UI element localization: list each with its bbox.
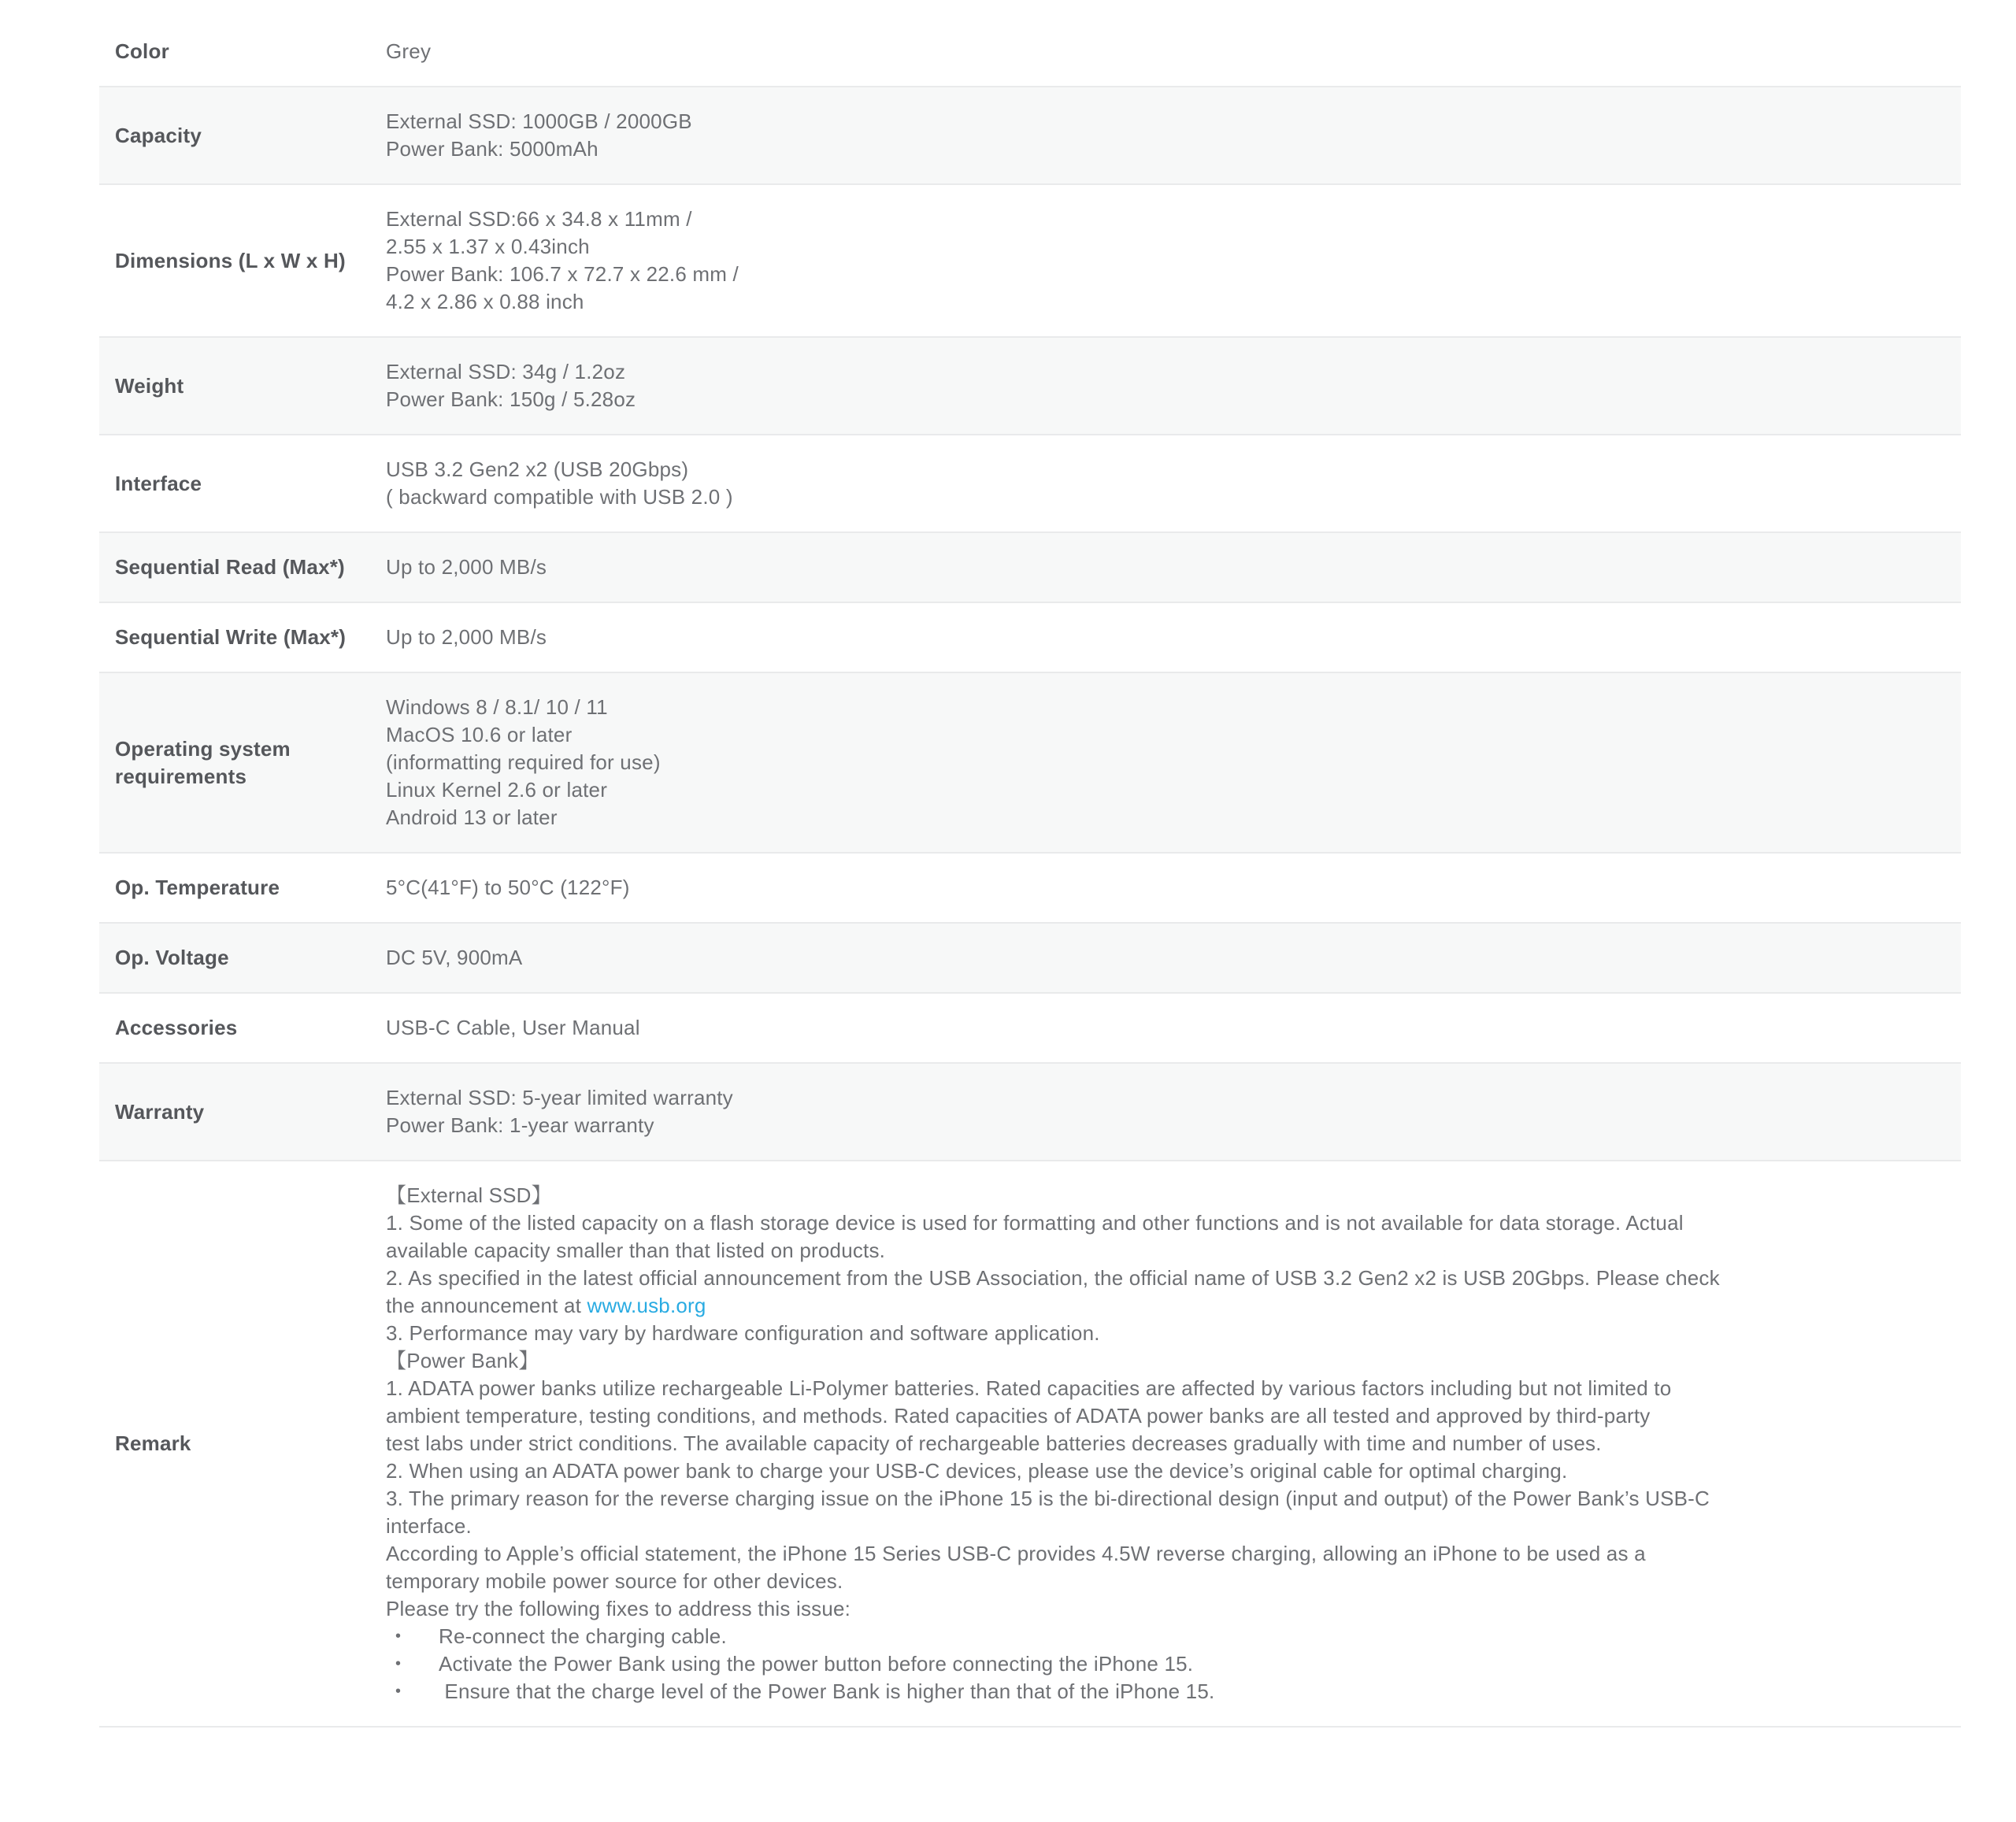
value-line: 2.55 x 1.37 x 0.43inch <box>386 235 590 258</box>
bullet-icon: • <box>395 1683 402 1700</box>
spec-value <box>386 694 1961 831</box>
spec-label: Capacity <box>115 123 202 147</box>
value-line: Please try the following fixes to address this issue: <box>386 1597 851 1620</box>
value-line: Grey <box>386 39 432 63</box>
value-line: MacOS 10.6 or later <box>386 723 573 746</box>
value-line: External SSD: 5-year limited warranty <box>386 1086 733 1109</box>
spec-row <box>99 603 1961 673</box>
value-line: Android 13 or later <box>386 805 558 829</box>
value-line: USB-C Cable, User Manual <box>386 1016 640 1039</box>
spec-label: Weight <box>115 373 184 398</box>
value-line: 4.2 x 2.86 x 0.88 inch <box>386 290 584 313</box>
spec-row <box>99 87 1961 185</box>
value-line: 3. Performance may vary by hardware configuration and software application. <box>386 1321 1100 1345</box>
spec-value <box>386 38 1961 65</box>
spec-row <box>99 994 1961 1064</box>
spec-label: Operating system requirements <box>115 736 291 788</box>
value-line: Linux Kernel 2.6 or later <box>386 778 608 802</box>
value-line: Power Bank: 5000mAh <box>386 137 598 161</box>
spec-row <box>99 533 1961 603</box>
value-line: 【External SSD】 <box>386 1183 552 1207</box>
value-line: 【Power Bank】 <box>386 1349 539 1372</box>
spec-value <box>386 1084 1961 1139</box>
spec-label: Interface <box>115 471 202 495</box>
value-line: Windows 8 / 8.1/ 10 / 11 <box>386 695 608 719</box>
bullet-icon: • <box>395 1655 402 1672</box>
spec-row <box>99 338 1961 435</box>
spec-label: Op. Voltage <box>115 946 229 969</box>
value-line: Power Bank: 1-year warranty <box>386 1113 654 1137</box>
value-line: 2. As specified in the latest official announcement from the USB Association, the official name of USB 3.2 Gen2 x2 is USB 20Gbps. Please check <box>386 1266 1720 1290</box>
value-line: available capacity smaller than that listed on products. <box>386 1239 886 1262</box>
remark-bullet-item <box>386 1650 1939 1678</box>
value-line: DC 5V, 900mA <box>386 946 523 969</box>
value-line: ambient temperature, testing conditions, and methods. Rated capacities of ADATA power banks are all tested and approved by third-party <box>386 1404 1651 1428</box>
value-line: Power Bank: 150g / 5.28oz <box>386 387 636 411</box>
value-line: 2. When using an ADATA power bank to charge your USB-C devices, please use the device’s original cable for optimal charging. <box>386 1459 1568 1483</box>
spec-value <box>386 944 1961 972</box>
spec-value <box>386 456 1961 511</box>
spec-row <box>99 17 1961 87</box>
value-line: (informatting required for use) <box>386 750 661 774</box>
bullet-text: Re-connect the charging cable. <box>439 1624 727 1648</box>
value-line: Power Bank: 106.7 x 72.7 x 22.6 mm / <box>386 262 739 286</box>
value-line: 1. ADATA power banks utilize rechargeable Li-Polymer batteries. Rated capacities are affected by various factors including but not limited to <box>386 1376 1672 1400</box>
usb-org-link[interactable]: www.usb.org <box>587 1294 706 1317</box>
bullet-text: Ensure that the charge level of the Power Bank is higher than that of the iPhone 15. <box>439 1679 1215 1703</box>
spec-row <box>99 185 1961 338</box>
value-line: ( backward compatible with USB 2.0 ) <box>386 485 733 509</box>
value-line: External SSD:66 x 34.8 x 11mm / <box>386 207 692 231</box>
spec-label: Op. Temperature <box>115 876 280 899</box>
spec-row <box>99 924 1961 994</box>
spec-label: Sequential Read (Max*) <box>115 555 345 579</box>
value-line: 3. The primary reason for the reverse charging issue on the iPhone 15 is the bi-directional design (input and output) of the Power Bank’s USB-C <box>386 1487 1710 1510</box>
spec-value <box>386 624 1961 651</box>
spec-label: Accessories <box>115 1016 238 1039</box>
spec-value <box>386 874 1961 902</box>
value-line: interface. <box>386 1514 472 1538</box>
spec-row <box>99 1064 1961 1161</box>
bullet-icon: • <box>395 1628 402 1645</box>
spec-row <box>99 673 1961 854</box>
value-line <box>386 1292 1939 1320</box>
value-line: temporary mobile power source for other devices. <box>386 1569 843 1593</box>
value-line: 5°C(41°F) to 50°C (122°F) <box>386 876 630 899</box>
spec-row <box>99 854 1961 924</box>
spec-value <box>386 358 1961 413</box>
spec-label: Dimensions (L x W x H) <box>115 248 346 272</box>
value-line: USB 3.2 Gen2 x2 (USB 20Gbps) <box>386 457 689 481</box>
link-line-text: the announcement at <box>386 1294 587 1317</box>
value-line: 1. Some of the listed capacity on a flash storage device is used for formatting and other functions and is not available for data storage. Actual <box>386 1211 1684 1235</box>
spec-row <box>99 435 1961 533</box>
spec-value <box>386 206 1961 316</box>
spec-label: Remark <box>115 1431 191 1455</box>
value-line: Up to 2,000 MB/s <box>386 555 547 579</box>
remark-bullet-item <box>386 1678 1939 1705</box>
spec-value <box>386 108 1961 163</box>
remark-bullet-item <box>386 1623 1939 1650</box>
value-line: According to Apple’s official statement, the iPhone 15 Series USB-C provides 4.5W reverse charging, allowing an iPhone to be used as a <box>386 1542 1646 1565</box>
spec-value <box>386 1182 1961 1705</box>
spec-row <box>99 1161 1961 1728</box>
value-line: External SSD: 1000GB / 2000GB <box>386 109 692 133</box>
value-line: Up to 2,000 MB/s <box>386 625 547 649</box>
spec-label: Color <box>115 39 169 63</box>
spec-table <box>99 17 1961 1728</box>
spec-value <box>386 554 1961 581</box>
spec-value <box>386 1014 1961 1042</box>
bullet-text: Activate the Power Bank using the power button before connecting the iPhone 15. <box>439 1652 1194 1676</box>
spec-label: Sequential Write (Max*) <box>115 625 346 649</box>
value-line: test labs under strict conditions. The available capacity of rechargeable batteries decreases gradually with time and number of uses. <box>386 1431 1602 1455</box>
spec-label: Warranty <box>115 1099 205 1124</box>
value-line: External SSD: 34g / 1.2oz <box>386 360 626 383</box>
